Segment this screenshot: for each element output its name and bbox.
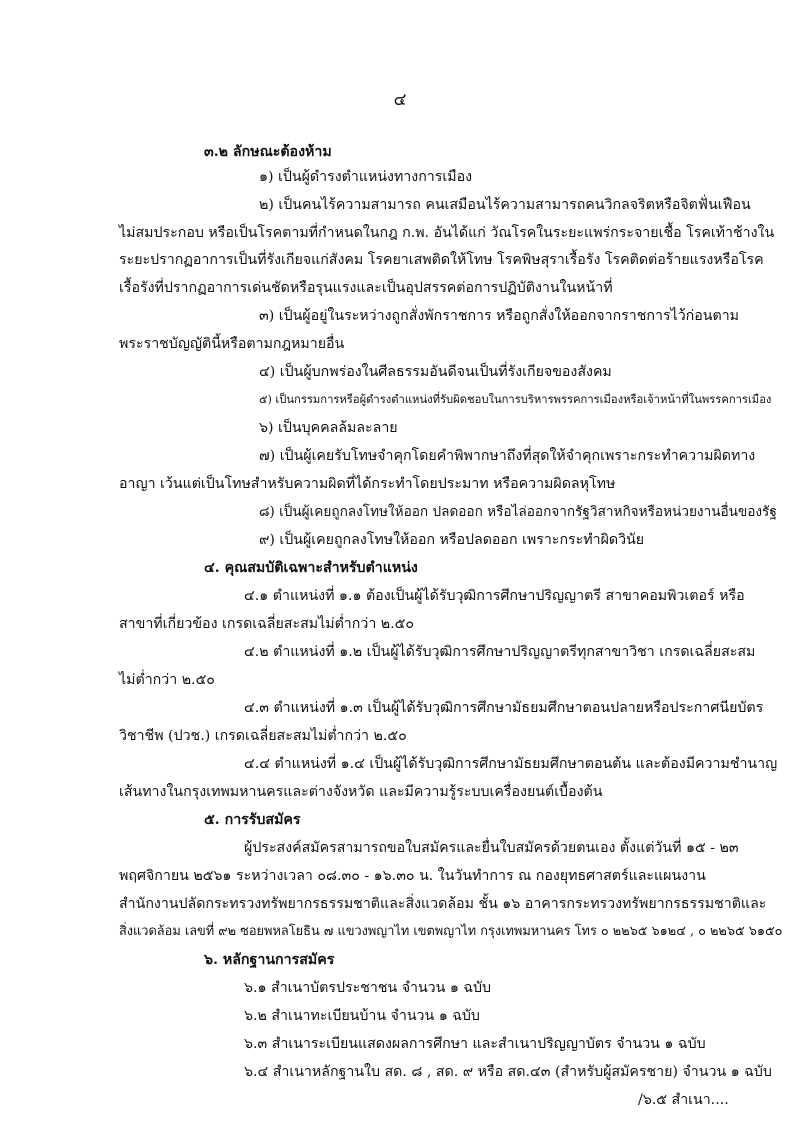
list-item: ๔) เป็นผู้บกพร่องในศีลธรรมอันดีจนเป็นที่รังเกียจของสังคม	[259, 364, 612, 380]
list-item: ๙) เป็นผู้เคยถูกลงโทษให้ออก หรือปลดออก เพราะกระทำผิดวินัย	[259, 532, 645, 548]
paragraph-line: สำนักงานปลัดกระทรวงทรัพยากรธรรมชาติและสิ่งแวดล้อม ชั้น ๑๖ อาคารกระทรวงทรัพยากรธรรมชาติและ	[119, 896, 767, 912]
paragraph-line: ผู้ประสงค์สมัครสามารถขอใบสมัครและยื่นใบสมัครด้วยตนเอง ตั้งแต่วันที่ ๑๕ - ๒๓	[244, 840, 739, 856]
list-item: ๖.๔ สำเนาหลักฐานใบ สด. ๘ , สด. ๙ หรือ สด.๔๓ (สำหรับผู้สมัครชาย) จำนวน ๑ ฉบับ	[244, 1064, 772, 1080]
list-item: ๔.๔ ตำแหน่งที่ ๑.๔ เป็นผู้ได้รับวุฒิการศึกษามัธยมศึกษาตอนต้น และต้องมีความชำนาญ	[244, 756, 778, 772]
paragraph-line: พระราชบัญญัตินี้หรือตามกฎหมายอื่น	[119, 336, 345, 352]
section-heading: ๓.๒ ลักษณะต้องห้าม	[204, 144, 332, 160]
paragraph-line: ระยะปรากฏอาการเป็นที่รังเกียจแก่สังคม โรคยาเสพติดให้โทษ โรคพิษสุราเรื้อรัง โรคติดต่อร้ายแรงหรือโรค	[119, 252, 764, 268]
section-heading: ๖. หลักฐานการสมัคร	[204, 952, 335, 968]
page-number: ๔	[393, 90, 407, 110]
list-item: ๖.๓ สำเนาระเบียนแสดงผลการศึกษา และสำเนาปริญญาบัตร จำนวน ๑ ฉบับ	[244, 1036, 706, 1052]
list-item: ๒) เป็นคนไร้ความสามารถ คนเสมือนไร้ความสามารถคนวิกลจริตหรือจิตฟั่นเฟือน	[259, 197, 751, 213]
list-item: ๕) เป็นกรรมการหรือผู้ดำรงตำแหน่งที่รับผิดชอบในการบริหารพรรคการเมืองหรือเจ้าหน้าที่ในพรรคการเมือง	[259, 393, 772, 406]
paragraph-line: เส้นทางในกรุงเทพมหานครและต่างจังหวัด และมีความรู้ระบบเครื่องยนต์เบื้องต้น	[119, 784, 603, 800]
section-heading: ๔. คุณสมบัติเฉพาะสำหรับตำแหน่ง	[204, 560, 418, 576]
list-item: ๖) เป็นบุคคลล้มละลาย	[259, 420, 398, 436]
paragraph-line: สาขาที่เกี่ยวข้อง เกรดเฉลี่ยสะสมไม่ต่ำกว่า ๒.๕๐	[119, 616, 415, 632]
list-item: ๘) เป็นผู้เคยถูกลงโทษให้ออก ปลดออก หรือไล่ออกจากรัฐวิสาหกิจหรือหน่วยงานอื่นของรัฐ	[259, 504, 777, 520]
paragraph-line: สิ่งแวดล้อม เลขที่ ๙๒ ซอยพหลโยธิน ๗ แขวงพญาไท เขตพญาไท กรุงเทพมหานคร โทร ๐ ๒๒๖๕ ๖๑๒๔ , ๐ ๒๒๖๕ ๖๑๕๐	[119, 924, 783, 939]
list-item: ๔.๑ ตำแหน่งที่ ๑.๑ ต้องเป็นผู้ได้รับวุฒิการศึกษาปริญญาตรี สาขาคอมพิวเตอร์ หรือ	[244, 588, 745, 604]
list-item: ๓) เป็นผู้อยู่ในระหว่างถูกสั่งพักราชการ หรือถูกสั่งให้ออกจากราชการไว้ก่อนตาม	[259, 308, 740, 324]
continuation-note: /๖.๕ สำเนา....	[638, 1092, 729, 1108]
paragraph-line: เรื้อรังที่ปรากฏอาการเด่นชัดหรือรุนแรงและเป็นอุปสรรคต่อการปฏิบัติงานในหน้าที่	[119, 280, 613, 296]
paragraph-line: พฤศจิกายน ๒๕๖๑ ระหว่างเวลา ๐๘.๓๐ - ๑๖.๓๐ น. ในวันทำการ ณ กองยุทธศาสตร์และแผนงาน	[119, 868, 706, 884]
list-item: ๖.๑ สำเนาบัตรประชาชน จำนวน ๑ ฉบับ	[244, 980, 492, 996]
list-item: ๔.๒ ตำแหน่งที่ ๑.๒ เป็นผู้ได้รับวุฒิการศึกษาปริญญาตรีทุกสาขาวิชา เกรดเฉลี่ยสะสม	[244, 644, 756, 660]
list-item: ๔.๓ ตำแหน่งที่ ๑.๓ เป็นผู้ได้รับวุฒิการศึกษามัธยมศึกษาตอนปลายหรือประกาศนียบัตร	[244, 700, 764, 716]
paragraph-line: ไม่ต่ำกว่า ๒.๕๐	[119, 672, 215, 688]
list-item: ๖.๒ สำเนาทะเบียนบ้าน จำนวน ๑ ฉบับ	[244, 1008, 480, 1024]
paragraph-line: วิชาชีพ (ปวช.) เกรดเฉลี่ยสะสมไม่ต่ำกว่า ๒.๕๐	[119, 728, 407, 744]
list-item: ๗) เป็นผู้เคยรับโทษจำคุกโดยคำพิพากษาถึงที่สุดให้จำคุกเพราะกระทำความผิดทาง	[259, 448, 756, 464]
list-item: ๑) เป็นผู้ดำรงตำแหน่งทางการเมือง	[259, 169, 473, 185]
paragraph-line: อาญา เว้นแต่เป็นโทษสำหรับความผิดที่ได้กระทำโดยประมาท หรือความผิดลหุโทษ	[119, 476, 616, 492]
paragraph-line: ไม่สมประกอบ หรือเป็นโรคตามที่กำหนดในกฎ ก.พ. อันได้แก่ วัณโรคในระยะแพร่กระจายเชื้อ โรคเท้าช้างใน	[119, 225, 775, 241]
section-heading: ๕. การรับสมัคร	[204, 812, 301, 828]
